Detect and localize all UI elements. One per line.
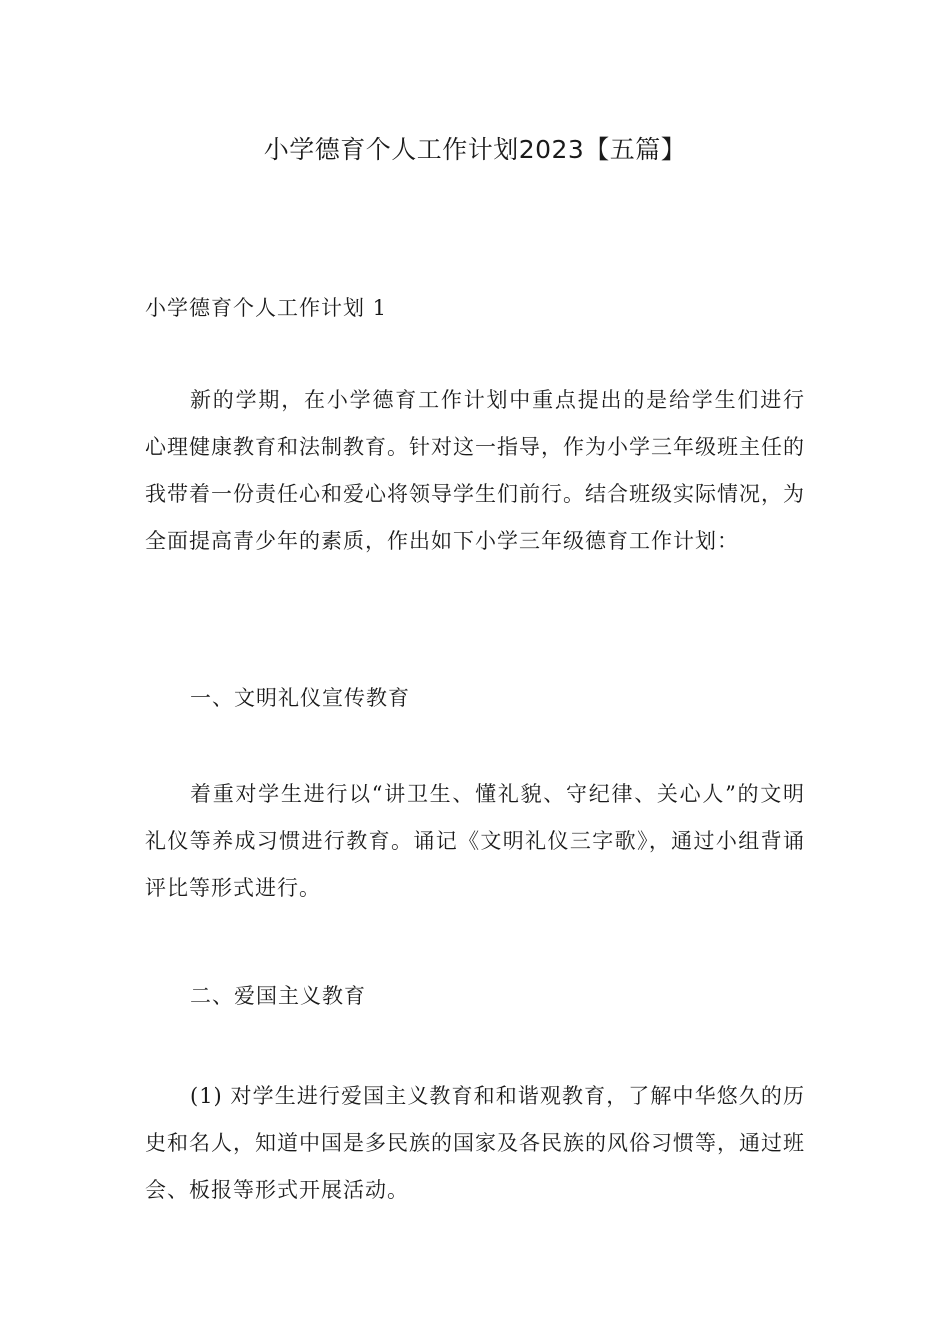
- document-title: 小学德育个人工作计划2023【五篇】: [263, 135, 687, 164]
- intro-paragraph: 新的学期，在小学德育工作计划中重点提出的是给学生们进行心理健康教育和法制教育。针对这一指导，作为小学三年级班主任的我带着一份责任心和爱心将领导学生们前行。结合班级实际情况，为全面提高青少年的素质，作出如下小学三年级德育工作计划：: [145, 388, 805, 553]
- section-1-paragraph: 着重对学生进行以“讲卫生、懂礼貌、守纪律、关心人”的文明礼仪等养成习惯进行教育。诵记《文明礼仪三字歌》，通过小组背诵评比等形式进行。: [145, 782, 805, 900]
- section-2-paragraph: (1) 对学生进行爱国主义教育和和谐观教育，了解中华悠久的历史和名人，知道中国是多民族的国家及各民族的风俗习惯等，通过班会、板报等形式开展活动。: [145, 1084, 805, 1202]
- section-2-heading: 二、爱国主义教育: [190, 984, 366, 1008]
- section-1-heading: 一、文明礼仪宣传教育: [190, 686, 410, 710]
- plan-heading: 小学德育个人工作计划 1: [145, 296, 388, 320]
